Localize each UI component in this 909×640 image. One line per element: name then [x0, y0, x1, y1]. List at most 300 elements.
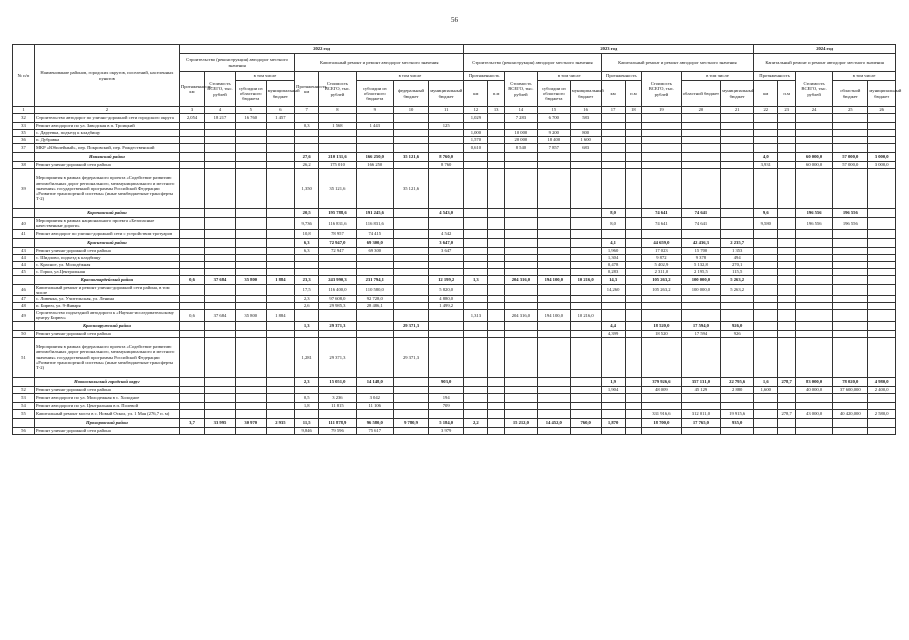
row-number: 37	[13, 144, 35, 153]
value-cell	[356, 130, 393, 137]
value-cell	[205, 427, 236, 434]
value-cell: 3 979	[429, 427, 464, 434]
value-cell	[266, 303, 295, 310]
header-reg-budget: областной бюджет	[681, 81, 721, 107]
value-cell	[464, 229, 488, 238]
value-cell: 35 121,6	[393, 153, 428, 162]
value-cell: 2 311,0	[642, 268, 682, 275]
value-cell	[778, 418, 796, 427]
group-name: Красногвардейский район	[34, 275, 179, 284]
value-cell: 74 641	[681, 209, 721, 218]
value-cell	[504, 296, 537, 303]
value-cell	[868, 254, 896, 261]
value-cell: 760,0	[570, 418, 601, 427]
value-cell	[464, 261, 488, 268]
value-cell	[356, 268, 393, 275]
value-cell	[625, 393, 641, 402]
value-cell	[488, 254, 504, 261]
value-cell: 4,0	[754, 153, 778, 162]
value-cell	[205, 321, 236, 330]
value-cell	[205, 337, 236, 377]
value-cell	[721, 137, 754, 144]
value-cell	[795, 393, 832, 402]
value-cell	[625, 330, 641, 337]
value-cell	[295, 409, 319, 418]
header-cost: Стоимость ВСЕГО, тыс. рублей	[642, 72, 682, 107]
col-num: 19	[642, 107, 682, 114]
value-cell	[205, 130, 236, 137]
value-cell	[625, 337, 641, 377]
value-cell	[778, 162, 796, 169]
value-cell: 15 051,0	[319, 377, 356, 386]
value-cell: 8,0	[601, 218, 625, 230]
header-year-2022: 2022 год	[179, 45, 463, 54]
value-cell	[625, 427, 641, 434]
table-row	[13, 162, 896, 169]
value-cell	[488, 337, 504, 377]
value-cell	[464, 296, 488, 303]
value-cell	[179, 268, 204, 275]
value-cell: 3 000,0	[868, 153, 896, 162]
table-row	[13, 402, 896, 409]
value-cell	[795, 123, 832, 130]
value-cell: 1,029	[464, 114, 488, 123]
value-cell: 1,870	[601, 418, 625, 427]
value-cell	[868, 130, 896, 137]
value-cell	[319, 114, 356, 123]
value-cell	[625, 238, 641, 247]
row-name: п. Дубравка	[34, 137, 179, 144]
value-cell	[642, 303, 682, 310]
value-cell: 8 760	[429, 162, 464, 169]
value-cell: 2 935	[266, 418, 295, 427]
value-cell	[319, 330, 356, 337]
header-year-2024: 2024 год	[754, 45, 896, 54]
value-cell	[537, 247, 570, 254]
value-cell	[681, 169, 721, 209]
table-row	[13, 169, 896, 209]
value-cell: 18 700,0	[642, 418, 682, 427]
value-cell	[537, 330, 570, 337]
value-cell	[266, 162, 295, 169]
value-cell	[778, 261, 796, 268]
value-cell	[488, 330, 504, 337]
row-number: 54	[13, 402, 35, 409]
value-cell	[429, 130, 464, 137]
value-cell	[464, 330, 488, 337]
value-cell	[625, 209, 641, 218]
value-cell	[205, 377, 236, 386]
header-length: Протяженность, км	[295, 72, 319, 107]
value-cell	[429, 268, 464, 275]
row-name: Строительство автодорог по улично-дорожной сети городского округа	[34, 114, 179, 123]
value-cell: 166 250	[356, 162, 393, 169]
col-num: 25	[833, 107, 868, 114]
header-mun: муниципальный бюджет	[868, 81, 896, 107]
value-cell	[205, 247, 236, 254]
group-name: Прохоровский район	[34, 418, 179, 427]
row-number: 41	[13, 229, 35, 238]
col-num: 10	[393, 107, 428, 114]
value-cell: 903,0	[429, 377, 464, 386]
value-cell	[537, 402, 570, 409]
value-cell	[721, 337, 754, 377]
value-cell	[795, 247, 832, 254]
value-cell	[464, 303, 488, 310]
value-cell	[795, 402, 832, 409]
header-repair-2024: Капитальный ремонт и ремонт автодорог местного значения	[754, 54, 896, 72]
value-cell	[464, 254, 488, 261]
value-cell: 9,580	[754, 218, 778, 230]
value-cell	[235, 261, 266, 268]
value-cell	[601, 123, 625, 130]
value-cell	[504, 393, 537, 402]
value-cell: 40 420,000	[833, 409, 868, 418]
value-cell: 194	[429, 393, 464, 402]
value-cell	[868, 427, 896, 434]
value-cell	[266, 427, 295, 434]
header-km: км	[754, 81, 778, 107]
value-cell	[868, 402, 896, 409]
row-name: Ремонт автодорог по улично-дорожной сети с устройством тротуаров	[34, 229, 179, 238]
value-cell: 231 794,1	[356, 275, 393, 284]
value-cell	[625, 130, 641, 137]
table-row	[13, 254, 896, 261]
value-cell	[570, 386, 601, 393]
row-number-cell	[13, 418, 35, 427]
value-cell	[778, 275, 796, 284]
value-cell: 116 400,0	[319, 284, 356, 296]
value-cell	[868, 169, 896, 209]
value-cell	[778, 218, 796, 230]
col-num: 4	[205, 107, 236, 114]
value-cell: 800	[570, 130, 601, 137]
value-cell	[537, 337, 570, 377]
value-cell	[356, 114, 393, 123]
value-cell	[464, 268, 488, 275]
value-cell: 100 000,0	[681, 284, 721, 296]
value-cell: 1,000	[464, 130, 488, 137]
value-cell	[393, 275, 428, 284]
value-cell	[721, 169, 754, 209]
value-cell	[681, 296, 721, 303]
value-cell	[295, 130, 319, 137]
value-cell	[868, 261, 896, 268]
value-cell	[833, 296, 868, 303]
value-cell: 357 131,0	[681, 377, 721, 386]
value-cell	[537, 153, 570, 162]
value-cell	[504, 377, 537, 386]
value-cell	[537, 229, 570, 238]
value-cell	[754, 337, 778, 377]
value-cell	[795, 238, 832, 247]
value-cell	[754, 229, 778, 238]
value-cell	[537, 123, 570, 130]
value-cell	[235, 427, 266, 434]
value-cell	[205, 162, 236, 169]
value-cell	[537, 261, 570, 268]
value-cell	[319, 409, 356, 418]
value-cell	[235, 130, 266, 137]
value-cell	[266, 386, 295, 393]
table-group-row	[13, 377, 896, 386]
row-number: 35	[13, 130, 35, 137]
value-cell	[721, 114, 754, 123]
value-cell	[235, 229, 266, 238]
value-cell: 29 985,3	[319, 303, 356, 310]
value-cell	[464, 284, 488, 296]
value-cell	[179, 386, 204, 393]
value-cell: 2,6	[295, 303, 319, 310]
value-cell	[570, 284, 601, 296]
value-cell	[570, 229, 601, 238]
value-cell: 191 245,6	[356, 209, 393, 218]
value-cell	[356, 337, 393, 377]
value-cell: 14,3	[601, 275, 625, 284]
value-cell	[778, 337, 796, 377]
value-cell	[356, 409, 393, 418]
value-cell: 29 371,3	[393, 321, 428, 330]
header-incl: в том числе	[356, 72, 464, 81]
value-cell	[393, 123, 428, 130]
value-cell	[642, 229, 682, 238]
value-cell	[625, 268, 641, 275]
row-name: Ремонт улично-дорожной сети района	[34, 162, 179, 169]
col-num: 13	[488, 107, 504, 114]
value-cell	[754, 130, 778, 137]
group-name: Красненский район	[34, 238, 179, 247]
value-cell	[429, 254, 464, 261]
row-number: 44	[13, 261, 35, 268]
table-row	[13, 137, 896, 144]
value-cell	[393, 247, 428, 254]
value-cell: 1,3	[295, 321, 319, 330]
value-cell	[464, 409, 488, 418]
value-cell	[625, 114, 641, 123]
value-cell	[464, 247, 488, 254]
header-length: Протяженность	[601, 72, 642, 81]
value-cell	[464, 238, 488, 247]
value-cell: 18 400	[537, 137, 570, 144]
value-cell: 0,3	[295, 123, 319, 130]
value-cell	[205, 268, 236, 275]
col-num: 14	[504, 107, 537, 114]
value-cell	[295, 386, 319, 393]
col-num: 16	[570, 107, 601, 114]
col-num: 24	[795, 107, 832, 114]
value-cell: 3,7	[179, 418, 204, 427]
value-cell: 35 800	[235, 310, 266, 322]
value-cell	[488, 169, 504, 209]
value-cell	[681, 144, 721, 153]
value-cell: 1,8	[295, 402, 319, 409]
value-cell	[205, 229, 236, 238]
value-cell	[754, 303, 778, 310]
value-cell: 92 728,0	[356, 296, 393, 303]
value-cell	[681, 153, 721, 162]
value-cell	[205, 218, 236, 230]
col-num: 18	[625, 107, 641, 114]
value-cell	[266, 402, 295, 409]
value-cell	[295, 310, 319, 322]
value-cell: 204 316,0	[504, 310, 537, 322]
value-cell	[795, 330, 832, 337]
value-cell	[266, 144, 295, 153]
value-cell	[537, 377, 570, 386]
value-cell	[488, 123, 504, 130]
value-cell	[488, 402, 504, 409]
value-cell	[266, 409, 295, 418]
col-num: 23	[778, 107, 796, 114]
value-cell	[179, 123, 204, 130]
header-incl: в том числе	[681, 72, 754, 81]
value-cell	[179, 218, 204, 230]
value-cell: 270,1	[721, 261, 754, 268]
value-cell: 78 957	[319, 229, 356, 238]
value-cell: 20 000	[504, 137, 537, 144]
value-cell: 2 580,0	[868, 409, 896, 418]
value-cell	[266, 254, 295, 261]
value-cell	[266, 296, 295, 303]
value-cell	[795, 229, 832, 238]
value-cell	[625, 321, 641, 330]
value-cell	[833, 123, 868, 130]
value-cell	[681, 402, 721, 409]
value-cell	[625, 386, 641, 393]
value-cell: 19 915,6	[721, 409, 754, 418]
value-cell	[393, 386, 428, 393]
value-cell	[681, 393, 721, 402]
value-cell	[681, 337, 721, 377]
row-name: Мероприятия в рамках национального проекта «Безопасные качественные дороги»	[34, 218, 179, 230]
value-cell: 278,7	[778, 377, 796, 386]
value-cell	[504, 169, 537, 209]
value-cell	[754, 275, 778, 284]
value-cell	[754, 254, 778, 261]
value-cell	[319, 386, 356, 393]
row-name: Ремонт автодороги по ул. Центральная в п. Полевой	[34, 402, 179, 409]
value-cell	[642, 162, 682, 169]
value-cell	[179, 393, 204, 402]
table-row	[13, 218, 896, 230]
value-cell	[488, 229, 504, 238]
value-cell	[429, 337, 464, 377]
group-name: Ивнянский район	[34, 153, 179, 162]
value-cell	[625, 402, 641, 409]
table-row	[13, 114, 896, 123]
value-cell	[570, 247, 601, 254]
header-construction-2023: Строительство (реконструкция) автодорог местного значения	[464, 54, 601, 72]
value-cell	[205, 123, 236, 130]
value-cell	[537, 393, 570, 402]
value-cell	[235, 409, 266, 418]
value-cell	[833, 418, 868, 427]
row-number: 45	[13, 268, 35, 275]
value-cell: 0,6	[179, 275, 204, 284]
value-cell	[625, 218, 641, 230]
value-cell	[754, 418, 778, 427]
row-name: Мероприятия в рамках федерального проекта «Содействие развитию автомобильных дорог регионального, межмуниципального и местного значения» государственной программы Российской Федерации «Развитие транспортной системы» (иные межбюджетные трансферты Т-2)	[34, 169, 179, 209]
value-cell	[795, 114, 832, 123]
value-cell: 1,904	[601, 386, 625, 393]
value-cell	[795, 337, 832, 377]
row-name: Ремонт улично-дорожной сети района	[34, 330, 179, 337]
row-number: 50	[13, 330, 35, 337]
value-cell: 111 878,9	[319, 418, 356, 427]
value-cell: 9,6	[754, 209, 778, 218]
value-cell	[266, 321, 295, 330]
header-construction-2022: Строительство (реконструкция) автодорог местного значения	[179, 54, 294, 72]
value-cell	[721, 402, 754, 409]
value-cell: 1,960	[601, 247, 625, 254]
table-row	[13, 130, 896, 137]
value-cell: 2,2	[464, 418, 488, 427]
value-cell	[642, 402, 682, 409]
value-cell	[795, 268, 832, 275]
value-cell	[601, 153, 625, 162]
value-cell	[833, 330, 868, 337]
value-cell: 5 402,9	[642, 261, 682, 268]
table-row	[13, 284, 896, 296]
value-cell: 9 200	[537, 130, 570, 137]
value-cell	[795, 254, 832, 261]
value-cell	[570, 261, 601, 268]
value-cell	[601, 337, 625, 377]
value-cell	[235, 402, 266, 409]
table-row	[13, 268, 896, 275]
value-cell	[601, 310, 625, 322]
value-cell	[868, 229, 896, 238]
value-cell	[570, 402, 601, 409]
value-cell: 78 020,0	[833, 377, 868, 386]
header-mun: муниципальный бюджет	[266, 81, 295, 107]
value-cell	[488, 321, 504, 330]
value-cell	[625, 153, 641, 162]
value-cell	[179, 427, 204, 434]
value-cell	[601, 427, 625, 434]
value-cell: 125	[429, 123, 464, 130]
value-cell	[754, 310, 778, 322]
value-cell	[393, 137, 428, 144]
value-cell	[868, 114, 896, 123]
value-cell	[795, 169, 832, 209]
header-no: № п/п	[13, 45, 35, 107]
value-cell	[754, 409, 778, 418]
value-cell: 2,054	[179, 114, 204, 123]
value-cell	[295, 261, 319, 268]
value-cell: 5 263,2	[721, 284, 754, 296]
value-cell	[833, 337, 868, 377]
value-cell	[795, 261, 832, 268]
value-cell	[504, 427, 537, 434]
value-cell	[504, 261, 537, 268]
table-group-row	[13, 275, 896, 284]
value-cell	[356, 330, 393, 337]
value-cell: 9 872	[642, 254, 682, 261]
value-cell	[833, 238, 868, 247]
value-cell	[488, 144, 504, 153]
table-row	[13, 427, 896, 434]
row-number: 43	[13, 247, 35, 254]
value-cell	[235, 123, 266, 130]
value-cell	[319, 310, 356, 322]
header-cost: Стоимость ВСЕГО, тыс. рублей	[795, 72, 832, 107]
value-cell: 60 000,0	[795, 153, 832, 162]
value-cell: 195 788,6	[319, 209, 356, 218]
value-cell	[642, 153, 682, 162]
value-cell	[393, 209, 428, 218]
header-pm: п.м	[625, 81, 641, 107]
